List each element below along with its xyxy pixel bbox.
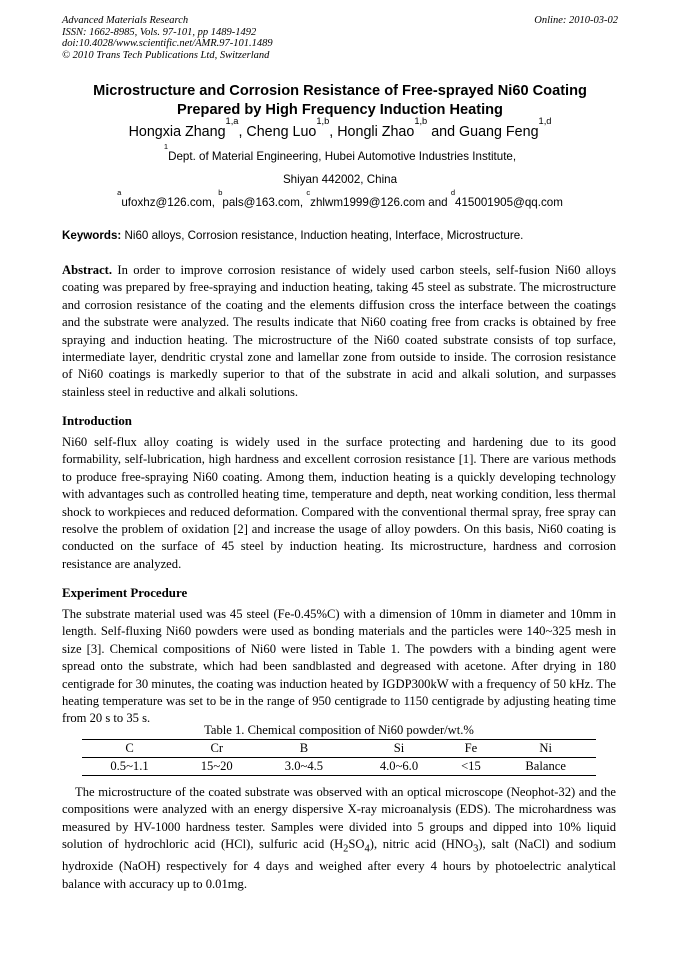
abstract-text: In order to improve corrosion resistance of widely used carbon steels, self-fusion Ni60 alloys coating was prepared by free-spraying and induction heating, taking 45 steel as substrate. The microstructure and corrosion resistance of the coating and the elements diffusion cross the interface between the coatings and the substrate were analyzed. The results indicate that Ni60 coating free from cracks is obtained by free spraying and induction heating. The microstructure of the Ni60 coated substrate consists of top surface, intermediate layer, dendritic crystal zone and lamellar zone from outside to inside. The corrosion resistance of Ni60 coatings is markedly superior to that of the substrate in acid and alkali solution, and surpasses stainless steel in reductive and alkali solutions. [62, 263, 616, 399]
email-sep: , [211, 196, 219, 209]
email-sup: a [117, 188, 122, 198]
table-header-cell: Cr [210, 741, 224, 755]
affiliation-text: Dept. of Material Engineering, Hubei Automotive Industries Institute, [168, 150, 517, 163]
doi-line[interactable]: doi:10.4028/www.scientific.net/AMR.97-101.1489 [62, 38, 273, 50]
table-cell: 0.5~1.1 [110, 759, 149, 773]
author-sep: and [427, 124, 460, 140]
affiliation-line-2: Shiyan 442002, China [282, 173, 398, 186]
table-header-cell: Fe [464, 741, 478, 755]
author-name: Guang Feng [459, 124, 539, 140]
table-header-cell: Si [393, 741, 405, 755]
keywords-label: Keywords: [62, 229, 122, 242]
abstract-paragraph [62, 262, 616, 401]
subscript: 2 [343, 843, 349, 855]
issn-line: ISSN: 1662-8985, Vols. 97-101, pp 1489-1492 [62, 26, 257, 38]
keywords-line [62, 229, 618, 242]
paper-title [62, 82, 618, 119]
author-sup: 1,b [316, 115, 330, 126]
keywords-text: Ni60 alloys, Corrosion resistance, Induction heating, Interface, Microstructure. [124, 229, 524, 242]
author-list [62, 115, 618, 140]
table-header-row [82, 740, 596, 758]
para2-text-b: SO [348, 837, 365, 852]
experiment-paragraph-1: The substrate material used was 45 steel (Fe-0.45%C) with a dimension of 10mm in diameter and 10mm in length. Self-fluxing Ni60 powders were used as bonding materials and the particles were 140~325 mesh in size [3]. Chemical compositions of Ni60 were listed in Table 1. The powders with a binding agent were spread onto the substrate, which had been sandblasted and degreased with acetone. After drying in 180 centigrade for 30 minutes, the coating was induction heated by IGDP300kW with a frequency of 50 kHz. The heating temperature was set to be in the range of 950 centigrade to 1150 centigrade by adjusting heating time from 20 s to 35 s. [62, 607, 616, 726]
email-sup: c [306, 188, 311, 198]
table-cell: Balance [525, 759, 566, 773]
email-link[interactable]: 415001905@qq.com [455, 196, 563, 209]
email-link[interactable]: zhlwm1999@126.com [310, 196, 426, 209]
email-link[interactable]: ufoxhz@126.com [121, 196, 212, 209]
copyright-line: © 2010 Trans Tech Publications Ltd, Switzerland [62, 49, 270, 61]
author-sup: 1,d [538, 115, 552, 126]
table-caption: Table 1. Chemical composition of Ni60 powder/wt.% [204, 723, 474, 737]
title-line-1: Microstructure and Corrosion Resistance of Free-sprayed Ni60 Coating [93, 83, 587, 99]
subscript: 4 [364, 843, 370, 855]
author-sup: 1,b [414, 115, 428, 126]
author-name: Hongxia Zhang [128, 124, 226, 140]
experiment-heading: Experiment Procedure [62, 586, 188, 600]
email-sup: b [218, 188, 223, 198]
table-row [82, 758, 596, 776]
author-sep: , [238, 124, 247, 140]
table-header-cell: B [299, 741, 309, 755]
author-sup: 1,a [225, 115, 239, 126]
journal-header [62, 15, 618, 61]
affiliation-sup: 1 [163, 142, 169, 152]
para2-text-d: ), salt (NaCl) and sodium hydroxide (NaOH) respectively for 4 days and weighed after every 4 hours by photoelectric analytical balance with accuracy up to 0.01mg. [62, 837, 616, 891]
author-sep: , [329, 124, 338, 140]
introduction-paragraph: Ni60 self-flux alloy coating is widely used in the surface protecting and hardening due to its good formability, self-lubrication, high hardness and excellent corrosion resistance [1]. There are various methods to produce free-spraying Ni60 coating. Among them, induction heating is a quickly developing technology with advantages such as controlled heating time, temperature and depth, neat working condition, less thermal shock to workpieces and reduced deformation. Compared with the conventional thermal spray, free spray can resolve the problem of oxidation [2] and increase the usage of alloy powders. On this basis, Ni60 coating is conducted on the surface of 45 steel by induction heating. Its microstructure, hardness and corrosion resistance are analyzed. [62, 435, 616, 571]
table-header-cell: Ni [539, 741, 552, 755]
online-date: Online: 2010-03-02 [534, 15, 618, 26]
table-cell: 3.0~4.5 [284, 759, 324, 773]
email-sep: and [425, 196, 451, 209]
subscript: 3 [473, 843, 479, 855]
table-cell: 15~20 [200, 759, 233, 773]
author-name: Hongli Zhao [337, 124, 415, 140]
table-cell: 4.0~6.0 [379, 759, 419, 773]
table-cell: <15 [461, 759, 481, 773]
email-sup: d [450, 188, 456, 198]
composition-table [82, 739, 596, 776]
author-name: Cheng Luo [246, 124, 317, 140]
email-list [62, 188, 618, 209]
para2-text-c: ), nitric acid (HNO [369, 837, 474, 852]
introduction-heading: Introduction [62, 414, 132, 428]
journal-name: Advanced Materials Research [62, 15, 189, 26]
affiliation-line-1 [62, 142, 618, 163]
para2-text-a: The microstructure of the coated substrate was observed with an optical microscope (Neophot-32) and the compositions were analyzed with an energy dispersive X-ray microanalysis (EDS). The microhardness was measured by HV-1000 hardness tester. Samples were divided into 5 groups and dipped into 10% liquid solution of hydrochloric acid (HCl), sulfuric acid (H [62, 785, 616, 852]
email-sep: , [299, 196, 307, 209]
title-line-2: Prepared by High Frequency Induction Heating [177, 101, 503, 118]
table-header-cell: C [125, 741, 134, 755]
email-link[interactable]: pals@163.com [222, 196, 300, 209]
abstract-label: Abstract. [62, 263, 113, 277]
experiment-paragraph-2 [62, 784, 616, 893]
